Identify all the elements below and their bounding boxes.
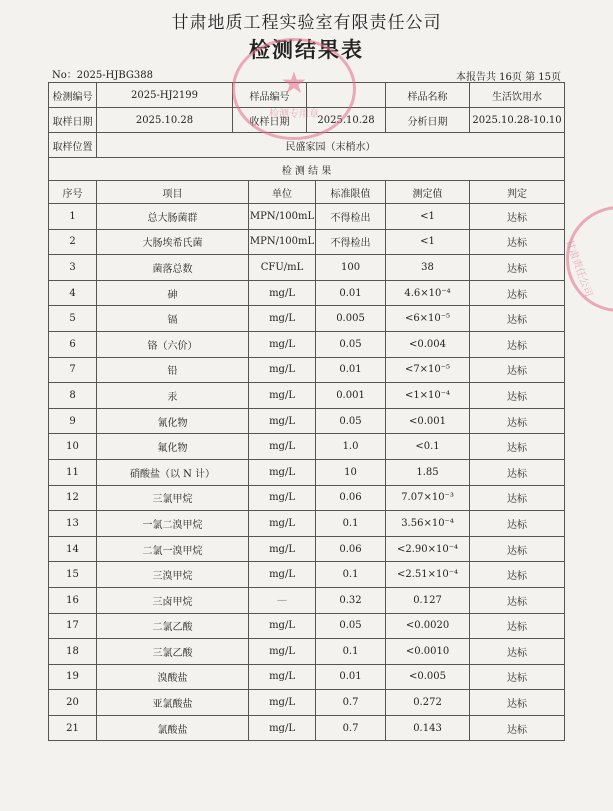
row-item: 大肠埃希氏菌 — [97, 229, 249, 255]
row-verdict: 达标 — [470, 255, 565, 281]
receive-date-label: 收样日期 — [233, 108, 307, 133]
row-unit: mg/L — [249, 715, 316, 741]
row-verdict: 达标 — [470, 408, 565, 434]
row-verdict: 达标 — [470, 664, 565, 690]
table-row — [49, 459, 565, 485]
col-header-no: 序号 — [49, 181, 97, 204]
location-value: 民盛家园（末梢水） — [97, 133, 565, 158]
row-limit: 0.1 — [316, 562, 386, 588]
row-unit: mg/L — [249, 280, 316, 306]
row-verdict: 达标 — [470, 306, 565, 332]
row-item: 氰化物 — [97, 408, 249, 434]
row-item: 二氯乙酸 — [97, 613, 249, 639]
table-row — [49, 613, 565, 639]
row-item: 硝酸盐（以 N 计） — [97, 459, 249, 485]
row-no: 11 — [49, 459, 97, 485]
row-value: 4.6×10⁻⁴ — [386, 280, 470, 306]
row-value: <0.001 — [386, 408, 470, 434]
row-no: 1 — [49, 204, 97, 230]
table-row — [49, 204, 565, 230]
table-row — [49, 280, 565, 306]
row-no: 7 — [49, 357, 97, 383]
row-value: 3.56×10⁻⁴ — [386, 511, 470, 537]
row-verdict: 达标 — [470, 715, 565, 741]
row-value: 7.07×10⁻³ — [386, 485, 470, 511]
row-no: 3 — [49, 255, 97, 281]
row-unit: mg/L — [249, 536, 316, 562]
row-limit: 0.32 — [316, 587, 386, 613]
row-unit: — — [249, 587, 316, 613]
row-item: 三氯甲烷 — [97, 485, 249, 511]
row-verdict: 达标 — [470, 639, 565, 665]
row-value: <6×10⁻⁵ — [386, 306, 470, 332]
row-no: 13 — [49, 511, 97, 537]
row-item: 三氯乙酸 — [97, 639, 249, 665]
table-row — [49, 383, 565, 409]
result-rows — [49, 204, 565, 741]
table-row — [49, 587, 565, 613]
row-no: 19 — [49, 664, 97, 690]
row-verdict: 达标 — [470, 562, 565, 588]
row-no: 21 — [49, 715, 97, 741]
row-value: <0.0020 — [386, 613, 470, 639]
row-unit: mg/L — [249, 562, 316, 588]
row-value: <1 — [386, 229, 470, 255]
row-item: 溴酸盐 — [97, 664, 249, 690]
table-row — [49, 690, 565, 716]
test-no-label: 检测编号 — [49, 83, 97, 108]
row-verdict: 达标 — [470, 434, 565, 460]
row-no: 9 — [49, 408, 97, 434]
row-limit: 0.06 — [316, 485, 386, 511]
analysis-date-label: 分析日期 — [386, 108, 470, 133]
row-item: 氯酸盐 — [97, 715, 249, 741]
row-unit: mg/L — [249, 331, 316, 357]
row-verdict: 达标 — [470, 690, 565, 716]
row-unit: MPN/100mL — [249, 204, 316, 230]
row-no: 20 — [49, 690, 97, 716]
row-limit: 10 — [316, 459, 386, 485]
row-no: 8 — [49, 383, 97, 409]
row-unit: mg/L — [249, 613, 316, 639]
table-row — [49, 715, 565, 741]
row-item: 亚氯酸盐 — [97, 690, 249, 716]
results-table — [48, 82, 565, 741]
row-unit: mg/L — [249, 639, 316, 665]
row-item: 砷 — [97, 280, 249, 306]
row-verdict: 达标 — [470, 587, 565, 613]
row-limit: 0.01 — [316, 280, 386, 306]
table-row — [49, 306, 565, 332]
row-unit: mg/L — [249, 690, 316, 716]
table-row — [49, 408, 565, 434]
row-verdict: 达标 — [470, 383, 565, 409]
row-no: 4 — [49, 280, 97, 306]
row-value: <0.005 — [386, 664, 470, 690]
row-item: 三溴甲烷 — [97, 562, 249, 588]
row-unit: mg/L — [249, 408, 316, 434]
row-limit: 0.01 — [316, 357, 386, 383]
row-no: 6 — [49, 331, 97, 357]
row-value: <0.0010 — [386, 639, 470, 665]
row-no: 16 — [49, 587, 97, 613]
table-row — [49, 664, 565, 690]
row-value: <1 — [386, 204, 470, 230]
row-limit: 不得检出 — [316, 204, 386, 230]
row-value: <0.004 — [386, 331, 470, 357]
receive-date-value: 2025.10.28 — [307, 108, 386, 133]
row-item: 铅 — [97, 357, 249, 383]
table-row — [49, 331, 565, 357]
table-row — [49, 434, 565, 460]
row-no: 12 — [49, 485, 97, 511]
sampling-date-value: 2025.10.28 — [97, 108, 233, 133]
row-unit: mg/L — [249, 357, 316, 383]
row-no: 5 — [49, 306, 97, 332]
inspection-seal — [232, 38, 356, 140]
row-verdict: 达标 — [470, 204, 565, 230]
row-value: <0.1 — [386, 434, 470, 460]
column-header-row — [49, 181, 565, 204]
row-limit: 0.7 — [316, 690, 386, 716]
row-unit: MPN/100mL — [249, 229, 316, 255]
section-title: 检 测 结 果 — [49, 158, 565, 181]
table-row — [49, 255, 565, 281]
location-label: 取样位置 — [49, 133, 97, 158]
col-header-value: 测定值 — [386, 181, 470, 204]
company-name: 甘肃地质工程实验室有限责任公司 — [171, 13, 442, 33]
side-seal — [562, 206, 613, 312]
report-number: No：2025-HJBG388 — [52, 70, 153, 81]
row-item: 铬（六价） — [97, 331, 249, 357]
row-value: 1.85 — [386, 459, 470, 485]
table-row — [49, 639, 565, 665]
row-item: 镉 — [97, 306, 249, 332]
row-verdict: 达标 — [470, 331, 565, 357]
row-verdict: 达标 — [470, 280, 565, 306]
col-header-item: 项目 — [97, 181, 249, 204]
row-item: 二氯一溴甲烷 — [97, 536, 249, 562]
row-item: 三卤甲烷 — [97, 587, 249, 613]
row-limit: 0.1 — [316, 511, 386, 537]
row-value: <2.51×10⁻⁴ — [386, 562, 470, 588]
row-item: 氟化物 — [97, 434, 249, 460]
table-row — [49, 562, 565, 588]
row-no: 2 — [49, 229, 97, 255]
row-unit: mg/L — [249, 459, 316, 485]
row-limit: 0.7 — [316, 715, 386, 741]
row-value: 0.143 — [386, 715, 470, 741]
row-unit: mg/L — [249, 434, 316, 460]
report-title: 检测结果表 — [249, 37, 364, 62]
row-limit: 0.05 — [316, 613, 386, 639]
row-limit: 1.0 — [316, 434, 386, 460]
row-item: 总大肠菌群 — [97, 204, 249, 230]
test-no-value: 2025-HJ2199 — [97, 83, 233, 108]
row-no: 18 — [49, 639, 97, 665]
star-icon: ★ — [280, 66, 308, 101]
sample-name-label: 样品名称 — [386, 83, 470, 108]
row-no: 15 — [49, 562, 97, 588]
row-unit: CFU/mL — [249, 255, 316, 281]
table-row — [49, 536, 565, 562]
page-info: 本报告共 16页 第 15页 — [456, 72, 561, 83]
row-limit: 0.05 — [316, 408, 386, 434]
row-no: 17 — [49, 613, 97, 639]
row-verdict: 达标 — [470, 536, 565, 562]
table-row — [49, 229, 565, 255]
section-title-row — [49, 158, 565, 181]
row-limit: 0.001 — [316, 383, 386, 409]
col-header-unit: 单位 — [249, 181, 316, 204]
side-seal-text: 甘肃责任公司 — [562, 238, 594, 299]
row-value: 38 — [386, 255, 470, 281]
row-verdict: 达标 — [470, 459, 565, 485]
table-row — [49, 485, 565, 511]
row-limit: 0.06 — [316, 536, 386, 562]
row-unit: mg/L — [249, 485, 316, 511]
row-unit: mg/L — [249, 664, 316, 690]
row-item: 汞 — [97, 383, 249, 409]
row-unit: mg/L — [249, 306, 316, 332]
row-value: <1×10⁻⁴ — [386, 383, 470, 409]
sampling-date-label: 取样日期 — [49, 108, 97, 133]
row-limit: 0.01 — [316, 664, 386, 690]
row-no: 10 — [49, 434, 97, 460]
row-value: 0.127 — [386, 587, 470, 613]
row-limit: 0.1 — [316, 639, 386, 665]
col-header-limit: 标准限值 — [316, 181, 386, 204]
table-row — [49, 357, 565, 383]
row-limit: 100 — [316, 255, 386, 281]
row-verdict: 达标 — [470, 357, 565, 383]
seal-text: 检测专用章 — [269, 109, 319, 120]
row-value: <2.90×10⁻⁴ — [386, 536, 470, 562]
row-limit: 0.005 — [316, 306, 386, 332]
row-value: 0.272 — [386, 690, 470, 716]
row-verdict: 达标 — [470, 229, 565, 255]
row-item: 一氯二溴甲烷 — [97, 511, 249, 537]
row-item: 菌落总数 — [97, 255, 249, 281]
col-header-verdict: 判定 — [470, 181, 565, 204]
sample-name-value: 生活饮用水 — [470, 83, 565, 108]
analysis-date-value: 2025.10.28-10.10 — [470, 108, 565, 133]
sample-no-label: 样品编号 — [233, 83, 307, 108]
row-value: <7×10⁻⁵ — [386, 357, 470, 383]
row-limit: 不得检出 — [316, 229, 386, 255]
row-unit: mg/L — [249, 511, 316, 537]
row-verdict: 达标 — [470, 511, 565, 537]
row-unit: mg/L — [249, 383, 316, 409]
table-row — [49, 511, 565, 537]
row-limit: 0.05 — [316, 331, 386, 357]
row-verdict: 达标 — [470, 485, 565, 511]
row-no: 14 — [49, 536, 97, 562]
row-verdict: 达标 — [470, 613, 565, 639]
